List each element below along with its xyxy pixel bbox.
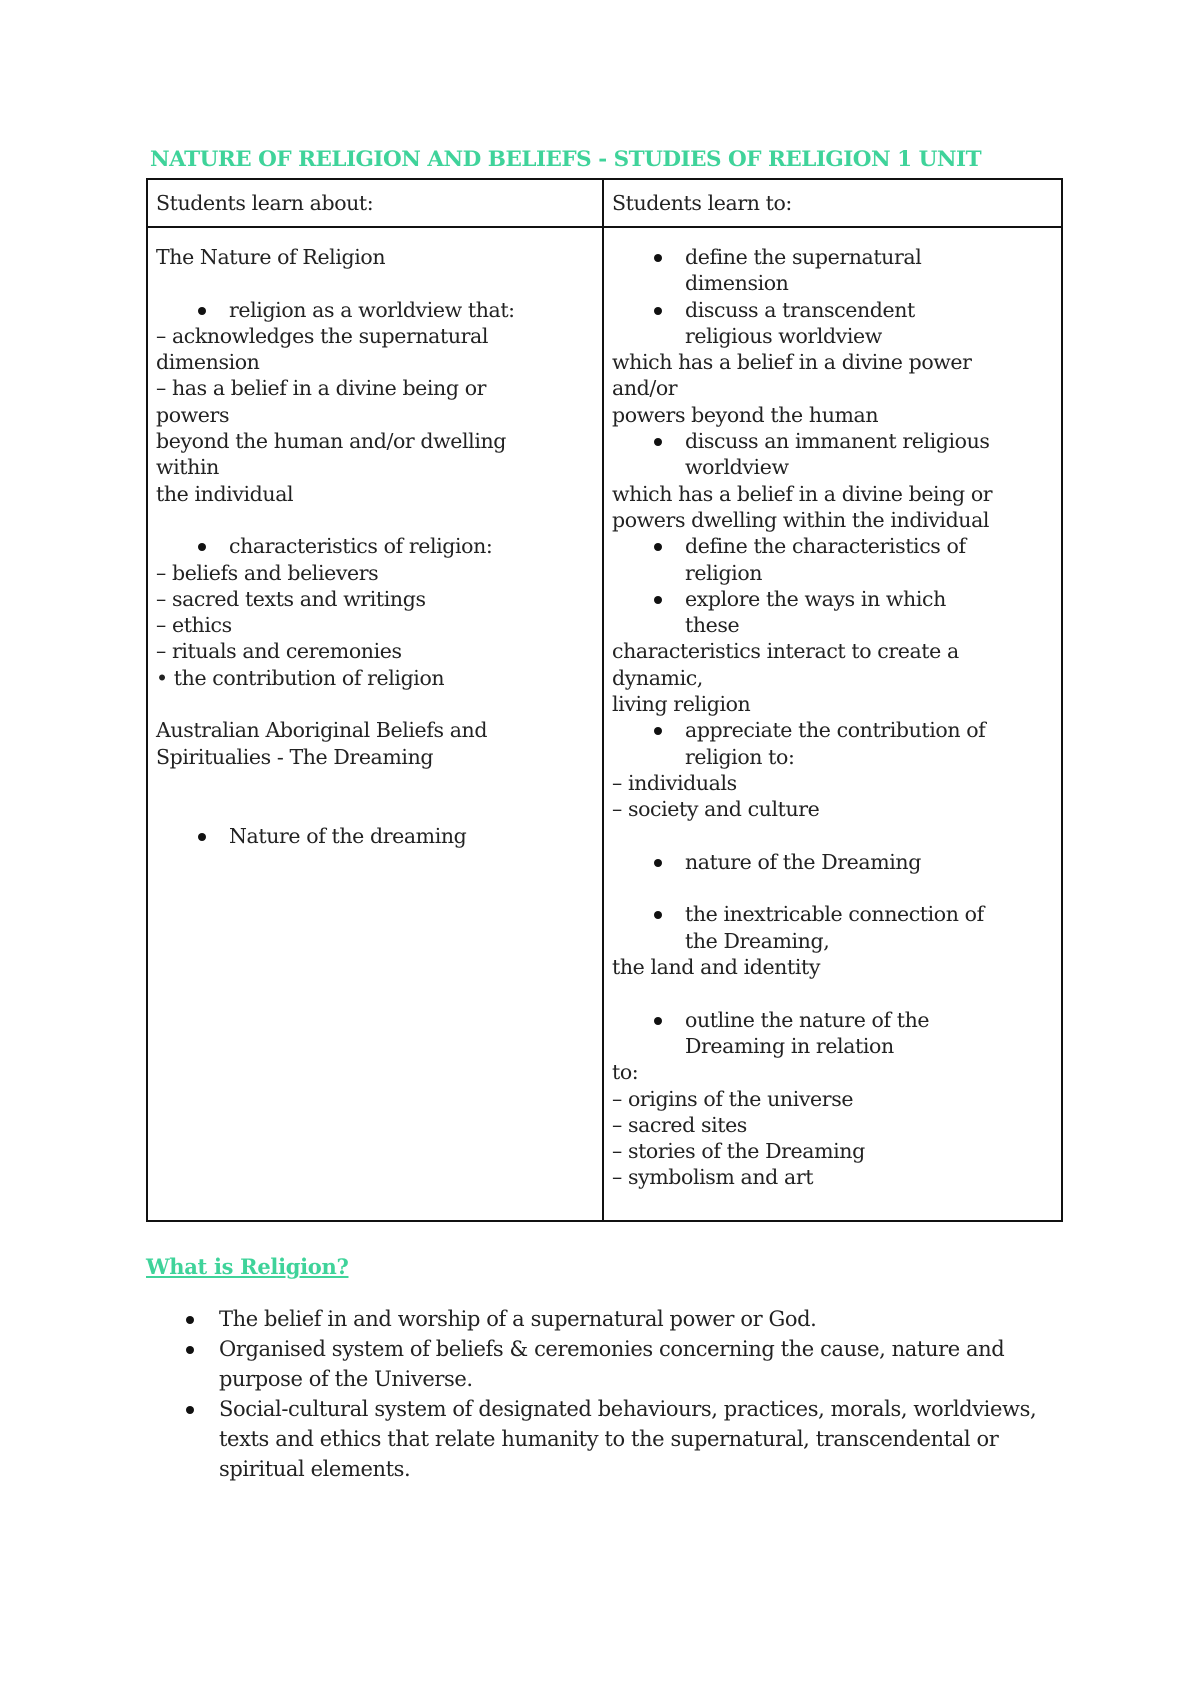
list-item: – ethics bbox=[156, 613, 232, 638]
list-item: powers beyond the human bbox=[612, 402, 879, 427]
bullet-item: the inextricable connection of bbox=[612, 901, 1053, 927]
bullet-item: define the characteristics of bbox=[612, 533, 1053, 559]
syllabus-table bbox=[146, 178, 1063, 1222]
list-item: to: bbox=[612, 1060, 639, 1085]
list-item: – symbolism and art bbox=[612, 1165, 814, 1190]
list-item: and/or bbox=[612, 376, 678, 401]
bullet-item: discuss an immanent religious bbox=[612, 428, 1053, 454]
list-item: – acknowledges the supernatural bbox=[156, 323, 488, 348]
spacer bbox=[156, 507, 594, 533]
list-item: dynamic, bbox=[612, 665, 703, 690]
definition-item: Social-cultural system of designated behaviours, practices, morals, worldviews, texts and ethics that relate humanity to the supernatural, transcendental or spiritual elements. bbox=[146, 1394, 1086, 1484]
table-header-row bbox=[147, 179, 1062, 227]
bullet-continuation: dimension bbox=[685, 271, 789, 296]
list-item: – individuals bbox=[612, 770, 737, 795]
bullet-continuation: religious worldview bbox=[685, 323, 882, 348]
bullet-item: nature of the Dreaming bbox=[612, 849, 1053, 875]
list-item: powers bbox=[156, 402, 230, 427]
header-learn-about: Students learn about: bbox=[147, 179, 603, 227]
list-item: which has a belief in a divine being or bbox=[612, 481, 993, 506]
bullet-continuation: worldview bbox=[685, 455, 789, 480]
table-body-row bbox=[147, 227, 1062, 1221]
list-item: within bbox=[156, 455, 219, 480]
spacer bbox=[612, 823, 1053, 849]
bullet-item: characteristics of religion: bbox=[156, 533, 594, 559]
list-item: • the contribution of religion bbox=[156, 665, 445, 690]
bullet-continuation: religion to: bbox=[685, 744, 795, 769]
bullet-item: discuss a transcendent bbox=[612, 297, 1053, 323]
spacer bbox=[156, 770, 594, 796]
list-item: Australian Aboriginal Beliefs and bbox=[156, 718, 488, 743]
bullet-continuation: these bbox=[685, 613, 740, 638]
bullet-item: explore the ways in which bbox=[612, 586, 1053, 612]
list-item: – rituals and ceremonies bbox=[156, 639, 402, 664]
list-item: – has a belief in a divine being or bbox=[156, 376, 487, 401]
document-title: NATURE OF RELIGION AND BELIEFS - STUDIES OF RELIGION 1 UNIT bbox=[150, 147, 982, 172]
list-item: which has a belief in a divine power bbox=[612, 350, 972, 375]
list-item: Spiritualies - The Dreaming bbox=[156, 744, 434, 769]
list-item: – sacred texts and writings bbox=[156, 586, 426, 611]
list-item: beyond the human and/or dwelling bbox=[156, 429, 507, 454]
list-item: characteristics interact to create a bbox=[612, 639, 959, 664]
list-item: dimension bbox=[156, 350, 260, 375]
spacer bbox=[612, 980, 1053, 1006]
spacer bbox=[156, 270, 594, 296]
what-is-religion-heading: What is Religion? bbox=[146, 1254, 349, 1279]
list-item: – society and culture bbox=[612, 797, 820, 822]
spacer bbox=[156, 691, 594, 717]
bullet-item: define the supernatural bbox=[612, 244, 1053, 270]
religion-definition-list bbox=[146, 1304, 1086, 1484]
list-item: The Nature of Religion bbox=[156, 245, 386, 269]
learn-about-cell bbox=[147, 227, 603, 1221]
spacer bbox=[612, 875, 1053, 901]
spacer bbox=[156, 796, 594, 822]
header-learn-to: Students learn to: bbox=[603, 179, 1062, 227]
learn-to-cell bbox=[603, 227, 1062, 1221]
bullet-continuation: the Dreaming, bbox=[685, 928, 830, 953]
bullet-continuation: Dreaming in relation bbox=[685, 1033, 894, 1058]
list-item: powers dwelling within the individual bbox=[612, 507, 990, 532]
list-item: the individual bbox=[156, 481, 294, 506]
list-item: living religion bbox=[612, 692, 751, 717]
bullet-continuation: religion bbox=[685, 560, 763, 585]
definition-item: Organised system of beliefs & ceremonies concerning the cause, nature and purpose of the Universe. bbox=[146, 1334, 1086, 1394]
list-item: – stories of the Dreaming bbox=[612, 1139, 865, 1164]
bullet-item: religion as a worldview that: bbox=[156, 297, 594, 323]
list-item: – beliefs and believers bbox=[156, 560, 379, 585]
bullet-item: Nature of the dreaming bbox=[156, 823, 594, 849]
list-item: – origins of the universe bbox=[612, 1086, 854, 1111]
definition-item: The belief in and worship of a supernatural power or God. bbox=[146, 1304, 1086, 1334]
bullet-item: appreciate the contribution of bbox=[612, 717, 1053, 743]
list-item: – sacred sites bbox=[612, 1112, 747, 1137]
bullet-item: outline the nature of the bbox=[612, 1007, 1053, 1033]
list-item: the land and identity bbox=[612, 955, 821, 980]
